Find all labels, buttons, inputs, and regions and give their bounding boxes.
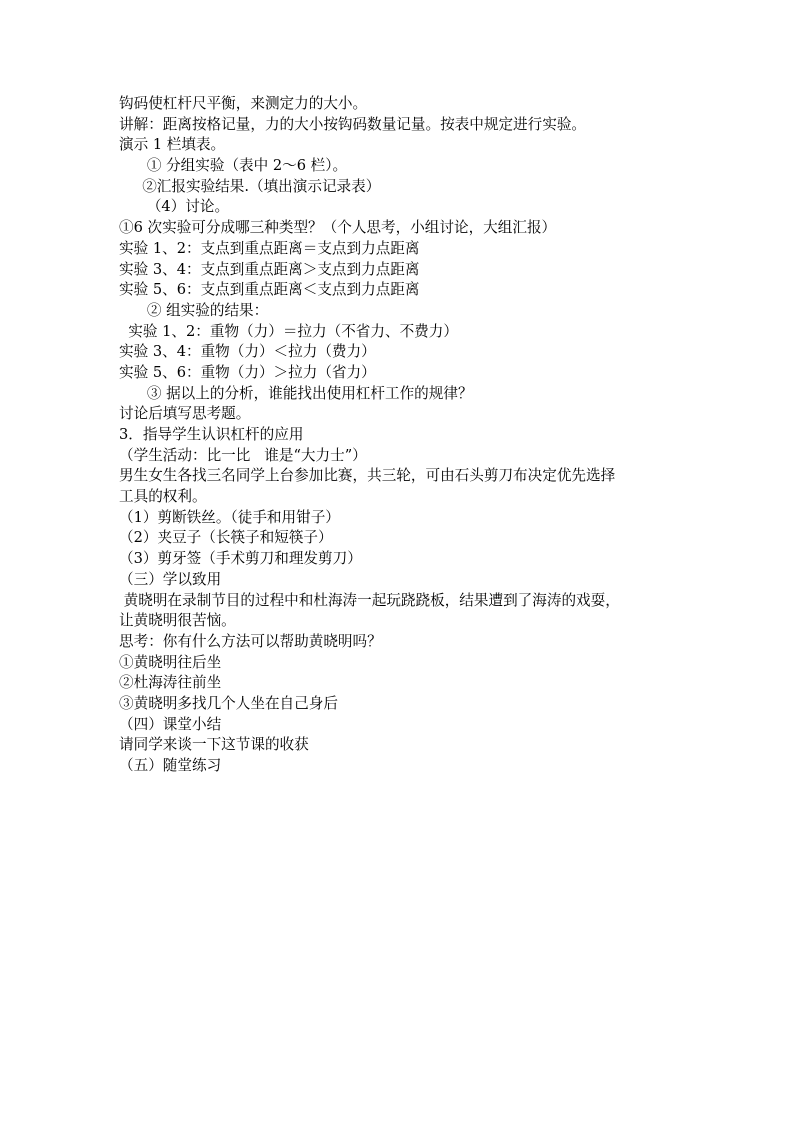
text-line: ② 组实验的结果： bbox=[119, 301, 269, 319]
text-line: 实验 3、4：支点到重点距离＞支点到力点距离 bbox=[119, 260, 420, 278]
list-item: ②杜海涛往前坐 bbox=[119, 674, 222, 692]
text-line: 思考：你有什么方法可以帮助黄晓明吗？ bbox=[119, 632, 382, 650]
document-body bbox=[119, 94, 679, 777]
section-heading: （五）随堂练习 bbox=[119, 757, 222, 774]
text-line: 实验 1、2：支点到重点距离＝支点到力点距离 bbox=[119, 239, 420, 257]
text-line: 请同学来谈一下这节课的收获 bbox=[119, 736, 309, 754]
list-item: ③黄晓明多找几个人坐在自己身后 bbox=[119, 694, 338, 712]
text-line: 黄晓明在录制节目的过程中和杜海涛一起玩跷跷板，结果遭到了海涛的戏耍， bbox=[119, 591, 620, 609]
text-line: 让黄晓明很苦恼。 bbox=[119, 612, 236, 630]
section-heading: 3．指导学生认识杠杆的应用 bbox=[119, 426, 304, 443]
text-line: ②汇报实验结果.（填出演示记录表） bbox=[119, 177, 381, 195]
text-line: 实验 1、2：重物（力）＝拉力（不省力、不费力） bbox=[119, 322, 458, 340]
text-line: 实验 5、6：支点到重点距离＜支点到力点距离 bbox=[119, 281, 420, 299]
text-line: ③ 据以上的分析，谁能找出使用杠杆工作的规律？ bbox=[119, 384, 473, 402]
text-line: 男生女生各找三名同学上台参加比赛，共三轮，可由石头剪刀布决定优先选择 bbox=[119, 467, 616, 485]
text-line: 演示 1 栏填表。 bbox=[119, 136, 226, 154]
text-line: ① 分组实验（表中 2～6 栏）。 bbox=[119, 157, 348, 175]
text-line: 钩码使杠杆尺平衡，来测定力的大小。 bbox=[119, 95, 368, 112]
text-line: 工具的权利。 bbox=[119, 488, 207, 506]
text-line: 实验 5、6：重物（力）＞拉力（省力） bbox=[119, 363, 376, 381]
list-item: （1）剪断铁丝。（徒手和用钳子） bbox=[119, 508, 340, 526]
text-line: ①6 次实验可分成哪三种类型？（个人思考，小组讨论，大组汇报） bbox=[119, 219, 557, 237]
text-line: 实验 3、4：重物（力）＜拉力（费力） bbox=[119, 343, 376, 361]
text-line: （4）讨论。 bbox=[119, 198, 230, 216]
list-item: ①黄晓明往后坐 bbox=[119, 653, 222, 671]
list-item: （3）剪牙签（手术剪刀和理发剪刀） bbox=[119, 550, 362, 568]
section-heading: （四）课堂小结 bbox=[119, 715, 222, 733]
text-line: （学生活动：比一比 谁是“大力士”） bbox=[119, 446, 367, 464]
text-line: 讲解：距离按格记量，力的大小按钩码数量记量。按表中规定进行实验。 bbox=[119, 115, 587, 133]
list-item: （2）夹豆子（长筷子和短筷子） bbox=[119, 529, 333, 547]
section-heading: （三）学以致用 bbox=[119, 570, 222, 588]
text-line: 讨论后填写思考题。 bbox=[119, 405, 251, 423]
